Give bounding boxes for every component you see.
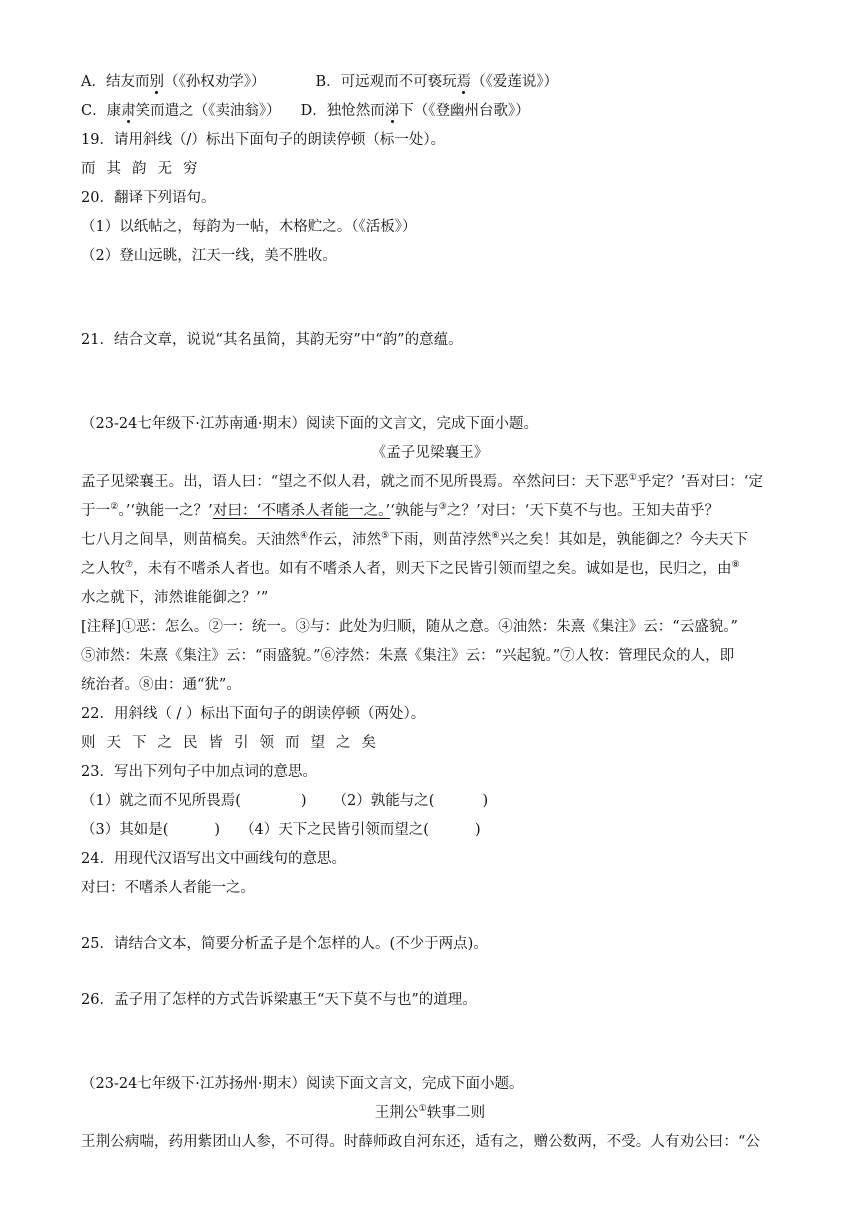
q18-options-row1 [81,72,558,92]
q23-items-row2: （3）其如是( ) （4）天下之民皆引领而望之( ) [81,822,481,838]
note-line-1: [注释]①恶：怎么。②一：统一。③与：此处为归顺，随从之意。④油然：朱熹《集注》云：“云盛貌。” [81,619,738,635]
note-line-2: ⑤沛然：朱熹《集注》云：“雨盛貌。”⑥浡然：朱熹《集注》云：“兴起貌。”⑦人牧：管理民众的人，即 [81,648,735,664]
q18-options-row2 [81,101,530,121]
q24-question: 24．用现代汉语写出文中画线句的意思。 [81,851,346,867]
q22-question: 22．用斜线（ / ）标出下面句子的朗读停顿（两处）。 [81,706,426,722]
section3-title: 王荆公①轶事二则 [374,1104,486,1121]
passage-line-2: 于一②。’‘孰能一之？’对曰：‘不嗜杀人者能一之。’‘孰能与③之？’对曰：‘天下莫不与也。王知夫苗乎？ [81,502,720,519]
q20-sentence-2: （2）登山远眺，江天一线，美不胜收。 [81,248,337,264]
passage-line-3: 七八月之间旱，则苗槁矣。天油然④作云，沛然⑤下雨，则苗浡然⑥兴之矣！其如是，孰能御之？今夫天下 [81,531,748,548]
passage-line-4: 之人牧⑦，未有不嗜杀人者也。如有不嗜杀人者，则天下之民皆引领而望之矣。诚如是也，民归之，由⑧ [81,560,740,577]
section3-intro: （23-24七年级下·江苏扬州·期末）阅读下面文言文，完成下面小题。 [81,1076,524,1092]
q25-question: 25．请结合文本，简要分析孟子是个怎样的人。(不少于两点)。 [81,936,488,952]
q20-question: 20．翻译下列语句。 [81,190,216,206]
passage-line-1: 孟子见梁襄王。出，语人曰：“望之不似人君，就之而不见所畏焉。卒然问曰：天下恶①乎定？’吾对曰：‘定 [81,473,764,490]
q19-sentence: 而其韵无穷 [81,161,209,177]
passage-line-5: 水之就下，沛然谁能御之？’” [81,590,269,606]
q21-question: 21．结合文章，说说“其名虽简，其韵无穷”中“韵”的意蕴。 [81,332,463,348]
q18-option-d: D．独怆然而涕下（《登幽州台歌》） [300,103,530,119]
note-line-3: 统治者。⑧由：通“犹”。 [81,677,241,693]
section3-passage-line-1: 王荆公病喘，药用紫团山人参，不可得。时薛师政自河东还，适有之，赠公数两，不受。人有劝公曰：“公 [81,1134,761,1150]
q20-sentence-1: （1）以纸帖之，每韵为一帖，木格贮之。（《活板》） [81,219,417,235]
q23-question: 23．写出下列句子中加点词的意思。 [81,764,317,780]
underlined-sentence: 对曰：‘不嗜杀人者能一之。’ [212,503,391,519]
q18-option-a: A．结友而别（《孙权劝学》） [81,74,266,90]
q26-question: 26．孟子用了怎样的方式告诉梁惠王“天下莫不与也”的道理。 [81,992,477,1008]
q18-option-b: B．可远观而不可亵玩焉（《爱莲说》） [315,74,559,90]
q18-option-c: C．康肃笑而遣之（《卖油翁》） [81,103,281,119]
q22-sentence: 则天下之民皆引领而望之矣 [81,735,387,751]
section2-intro: （23-24七年级下·江苏南通·期末）阅读下面的文言文，完成下面小题。 [81,416,539,432]
q23-items-row1: （1）就之而不见所畏焉( ) （2）孰能与之( ) [81,793,489,809]
section2-title: 《孟子见梁襄王》 [371,445,489,461]
q24-sentence: 对曰：不嗜杀人者能一之。 [81,880,255,896]
q19-question: 19．请用斜线（/）标出下面句子的朗读停顿（标一处）。 [81,132,446,148]
